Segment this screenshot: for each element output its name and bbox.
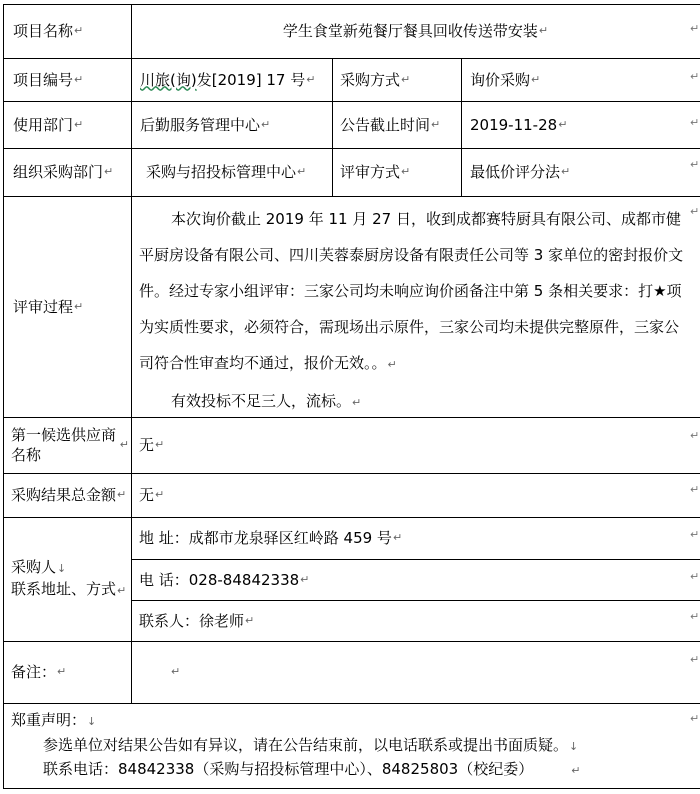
department-value — [140, 101, 332, 148]
project-no-label — [13, 58, 131, 101]
cell-end-mark: ↵ — [104, 165, 114, 178]
row-end-mark: ↵ — [690, 429, 700, 442]
cell-end-mark: ↵ — [297, 165, 307, 178]
total-amount-value-text: 无 — [139, 486, 155, 504]
cell-end-mark: ↵ — [531, 72, 541, 86]
cell-end-mark: ↵ — [245, 613, 255, 627]
total-amount-label-text: 采购结果总金额 — [11, 486, 117, 504]
cell-end-mark: ↵ — [74, 72, 84, 86]
statement-line2-text: 联系电话：84842338（采购与招投标管理中心）、84825803（校纪委） — [43, 760, 534, 778]
department-value-text: 后勤服务管理中心 — [140, 115, 261, 134]
statement-line1 — [43, 735, 693, 757]
statement-title — [11, 710, 691, 732]
cell-end-mark: ↵ — [352, 396, 362, 409]
deadline-label-text: 公告截止时间 — [340, 115, 431, 134]
cell-end-mark: ↵ — [306, 72, 316, 86]
project-no-value — [140, 58, 332, 101]
review-process-paragraph — [139, 201, 689, 383]
cell-end-mark: ↵ — [117, 488, 127, 501]
row-end-mark: ↵ — [690, 22, 700, 35]
deadline-value — [470, 101, 690, 148]
row-end-mark: ↵ — [690, 70, 700, 83]
project-no-label-text: 项目编号 — [13, 70, 74, 89]
cell-end-mark: ↵ — [155, 488, 165, 501]
cell-end-mark: ↵ — [74, 24, 84, 37]
procurement-method-value — [470, 58, 690, 101]
row-end-mark: ↵ — [690, 570, 700, 583]
department-label — [13, 101, 131, 148]
cell-end-mark: ↵ — [261, 117, 271, 131]
procurement-method-label-text: 采购方式 — [340, 70, 401, 89]
first-candidate-label — [11, 417, 129, 473]
contact-address — [139, 517, 689, 559]
cell-end-mark: ↵ — [538, 24, 549, 37]
cell-end-mark: ↵ — [571, 764, 581, 777]
statement-line2 — [43, 759, 693, 781]
contact-label-line2 — [11, 579, 126, 601]
row-end-mark: ↵ — [690, 483, 700, 496]
remarks-label-text: 备注： — [11, 663, 57, 681]
cell-end-mark: ↵ — [57, 665, 67, 678]
review-method-label-text: 评审方式 — [340, 163, 401, 181]
contact-address-text: 地 址：成都市龙泉驿区红岭路 459 号 — [139, 529, 392, 547]
review-process-text: 本次询价截止 2019 年 11 月 27 日，收到成都赛特厨具有限公司、成都市健平厨房设备有限公司、四川芙蓉泰厨房设备有限责任公司等 3 家单位的密封报价文件。经过专家小组评审：三家公司均未响应询价函备注中第 5 条相关要求：打★项为实质性要求，必须符合，需现场出示原件，三家公司均未提供完整原件，三家公司符合性审查均不通过，报价无效。。 — [139, 210, 684, 372]
organizer-value — [146, 148, 332, 196]
remarks-label — [11, 641, 131, 703]
line-break-mark: ↓ — [569, 740, 579, 753]
review-result-paragraph — [139, 383, 689, 421]
total-amount-label — [11, 473, 131, 517]
review-result-text: 有效投标不足三人，流标。 — [171, 392, 352, 410]
project-name-value-text: 学生食堂新苑餐厅餐具回收传送带安装 — [282, 22, 538, 40]
organizer-label — [13, 148, 131, 196]
first-candidate-value — [139, 417, 689, 473]
row-end-mark: ↵ — [690, 653, 700, 666]
statement-line1-text: 参选单位对结果公告如有异议，请在公告结束前，以电话联系或提出书面质疑。 — [43, 736, 569, 754]
project-name-value — [131, 4, 700, 58]
first-candidate-value-text: 无 — [139, 436, 155, 454]
cell-end-mark: ↵ — [155, 438, 165, 451]
contact-phone — [139, 559, 689, 600]
project-no-rest: 发[2019] 17 号 — [196, 70, 306, 89]
contact-phone-text: 电 话：028-84842338 — [139, 570, 300, 589]
row-end-mark: ↵ — [690, 610, 700, 623]
review-process-label-text: 评审过程 — [13, 297, 74, 316]
contact-label-line1 — [11, 557, 126, 579]
contact-person-text: 联系人：徐老师 — [139, 611, 245, 630]
line-break-mark: ↓ — [57, 562, 67, 575]
deadline-label — [340, 101, 461, 148]
cell-end-mark: ↵ — [117, 584, 127, 597]
project-name-label — [13, 4, 131, 58]
contact-person — [139, 600, 689, 641]
row-end-mark: ↵ — [690, 116, 700, 129]
cell-end-mark: ↵ — [300, 572, 310, 586]
cell-end-mark: ↵ — [431, 117, 441, 131]
deadline-value-text: 2019-11-28 — [470, 115, 558, 134]
review-process-label — [13, 196, 131, 417]
line-break-mark: ↓ — [87, 715, 97, 728]
review-method-value-text: 最低价评分法 — [470, 163, 561, 181]
procurement-method-value-text: 询价采购 — [470, 70, 531, 89]
row-end-mark: ↵ — [690, 205, 700, 218]
cell-end-mark: ↵ — [387, 358, 397, 371]
project-name-label-text: 项目名称 — [13, 22, 74, 40]
total-amount-value — [139, 473, 689, 517]
contact-label — [11, 517, 131, 641]
review-method-label — [340, 148, 461, 196]
department-label-text: 使用部门 — [13, 115, 74, 134]
cell-end-mark: ↵ — [392, 531, 403, 544]
cell-end-mark: ↵ — [119, 438, 129, 451]
row-end-mark: ↵ — [690, 712, 700, 725]
review-method-value — [470, 148, 690, 196]
contact-label-line1-text: 采购人 — [11, 558, 57, 576]
cell-end-mark: ↵ — [74, 299, 84, 313]
procurement-method-label — [340, 58, 461, 101]
contact-label-line2-text: 联系地址、方式 — [11, 580, 117, 598]
cell-end-mark: ↵ — [401, 165, 411, 178]
contact-label-block — [11, 557, 126, 601]
row-end-mark: ↵ — [690, 528, 700, 541]
cell-end-mark: ↵ — [558, 117, 568, 131]
cell-end-mark: ↵ — [74, 117, 84, 131]
organizer-label-text: 组织采购部门 — [13, 163, 104, 181]
cell-end-mark: ↵ — [171, 665, 181, 678]
project-no-prefix: 川旅(询) — [140, 70, 197, 89]
cell-end-mark: ↵ — [561, 165, 571, 178]
statement-title-text: 郑重声明： — [11, 711, 87, 729]
row-end-mark: ↵ — [690, 158, 700, 171]
first-candidate-label-text: 第一候选供应商名称 — [11, 426, 117, 464]
organizer-value-text: 采购与招投标管理中心 — [146, 163, 297, 181]
remarks-value — [170, 641, 270, 703]
review-process-content — [139, 201, 689, 415]
cell-end-mark: ↵ — [401, 72, 411, 86]
